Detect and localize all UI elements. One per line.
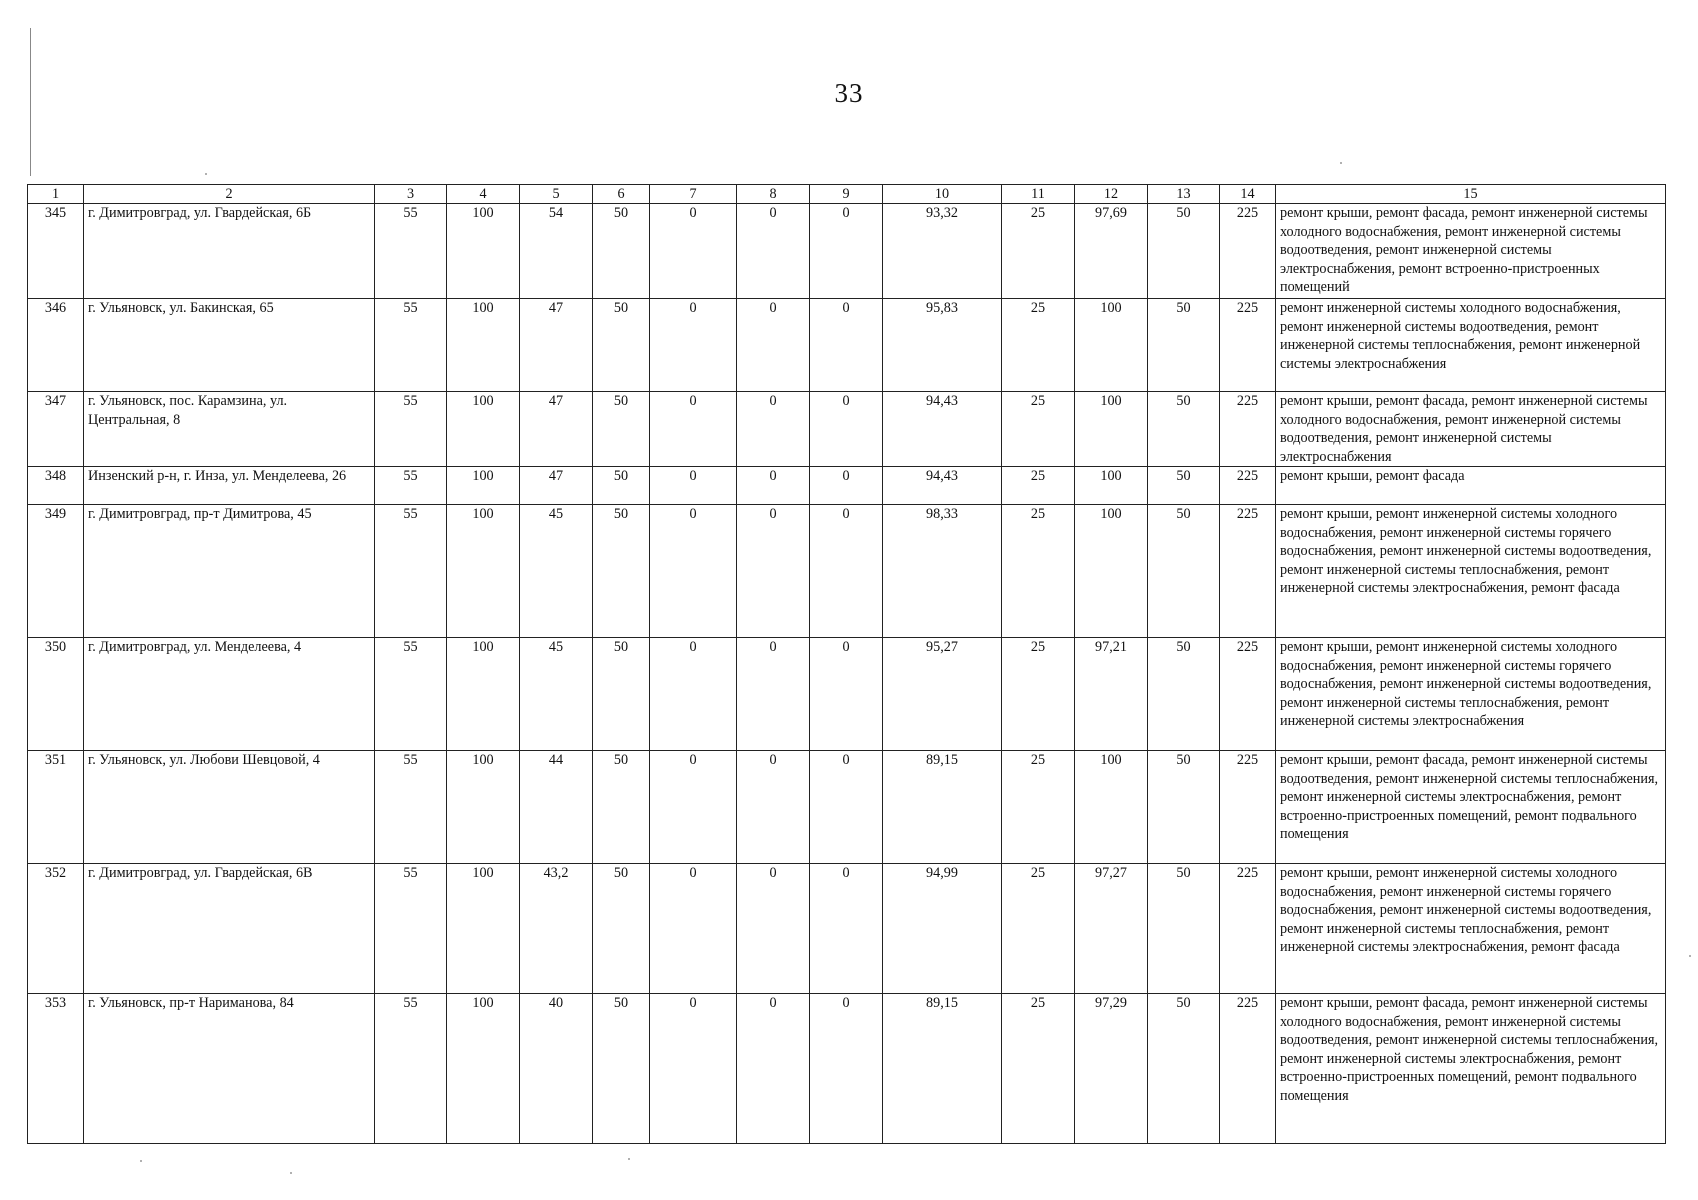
table-row [28,299,1666,392]
value-cell-col-11: 25 [1002,505,1075,638]
repair-registry-table [27,184,1666,1144]
value-cell-col-7: 0 [650,994,737,1144]
value-cell-col-5: 47 [520,392,593,467]
row-number: 345 [28,204,84,299]
value-cell-col-8: 0 [737,467,810,505]
scan-speck [290,1172,292,1174]
address-cell: г. Димитровград, ул. Гвардейская, 6В [84,864,375,994]
value-cell-col-12: 97,69 [1075,204,1148,299]
column-header-15: 15 [1276,185,1666,204]
scan-speck [1340,162,1342,164]
column-header-14: 14 [1220,185,1276,204]
value-cell-col-13: 50 [1148,467,1220,505]
value-cell-col-4: 100 [447,467,520,505]
value-cell-col-6: 50 [593,204,650,299]
value-cell-col-14: 225 [1220,994,1276,1144]
repair-works-cell: ремонт крыши, ремонт фасада, ремонт инженерной системы холодного водоснабжения, ремонт инженерной системы водоотведения, ремонт инженерной системы электроснабжения [1276,392,1666,467]
value-cell-col-12: 100 [1075,751,1148,864]
address-cell: г. Ульяновск, ул. Любови Шевцовой, 4 [84,751,375,864]
scan-speck [205,173,207,175]
row-number: 353 [28,994,84,1144]
value-cell-col-5: 47 [520,299,593,392]
table-row [28,467,1666,505]
repair-works-cell: ремонт крыши, ремонт инженерной системы холодного водоснабжения, ремонт инженерной системы горячего водоснабжения, ремонт инженерной системы водоотведения, ремонт инженерной системы теплоснабжения, ремонт инженерной системы электроснабжения [1276,638,1666,751]
value-cell-col-3: 55 [375,467,447,505]
value-cell-col-12: 97,21 [1075,638,1148,751]
column-header-8: 8 [737,185,810,204]
scan-speck [140,1160,142,1162]
value-cell-col-13: 50 [1148,638,1220,751]
value-cell-col-12: 97,29 [1075,994,1148,1144]
value-cell-col-11: 25 [1002,751,1075,864]
value-cell-col-14: 225 [1220,392,1276,467]
table-row [28,638,1666,751]
value-cell-col-14: 225 [1220,204,1276,299]
value-cell-col-6: 50 [593,994,650,1144]
repair-works-cell: ремонт крыши, ремонт инженерной системы холодного водоснабжения, ремонт инженерной системы горячего водоснабжения, ремонт инженерной системы водоотведения, ремонт инженерной системы теплоснабжения, ремонт инженерной системы электроснабжения, ремонт фасада [1276,864,1666,994]
value-cell-col-8: 0 [737,505,810,638]
value-cell-col-13: 50 [1148,994,1220,1144]
column-header-12: 12 [1075,185,1148,204]
row-number: 349 [28,505,84,638]
address-cell: г. Ульяновск, ул. Бакинская, 65 [84,299,375,392]
repair-works-cell: ремонт крыши, ремонт фасада, ремонт инженерной системы холодного водоснабжения, ремонт инженерной системы водоотведения, ремонт инженерной системы электроснабжения, ремонт встроенно-пристроенных помещений [1276,204,1666,299]
address-cell: г. Димитровград, ул. Гвардейская, 6Б [84,204,375,299]
value-cell-col-13: 50 [1148,392,1220,467]
row-number: 348 [28,467,84,505]
value-cell-col-7: 0 [650,392,737,467]
value-cell-col-5: 54 [520,204,593,299]
value-cell-col-9: 0 [810,994,883,1144]
value-cell-col-5: 47 [520,467,593,505]
table-row [28,392,1666,467]
row-number: 351 [28,751,84,864]
value-cell-col-10: 94,43 [883,467,1002,505]
value-cell-col-11: 25 [1002,467,1075,505]
value-cell-col-7: 0 [650,505,737,638]
value-cell-col-4: 100 [447,751,520,864]
address-cell: г. Ульяновск, пр-т Нариманова, 84 [84,994,375,1144]
repair-works-cell: ремонт крыши, ремонт фасада, ремонт инженерной системы холодного водоснабжения, ремонт инженерной системы водоотведения, ремонт инженерной системы теплоснабжения, ремонт инженерной системы электроснабжения, ремонт встроенно-пристроенных помещений, ремонт подвального помещения [1276,994,1666,1144]
value-cell-col-5: 44 [520,751,593,864]
table-header [28,185,1666,204]
table-row [28,994,1666,1144]
value-cell-col-9: 0 [810,392,883,467]
row-number: 352 [28,864,84,994]
scan-speck [628,1158,630,1160]
page-number: 33 [834,78,864,108]
value-cell-col-5: 43,2 [520,864,593,994]
value-cell-col-7: 0 [650,299,737,392]
value-cell-col-14: 225 [1220,505,1276,638]
value-cell-col-3: 55 [375,392,447,467]
repair-works-cell: ремонт крыши, ремонт инженерной системы холодного водоснабжения, ремонт инженерной системы горячего водоснабжения, ремонт инженерной системы водоотведения, ремонт инженерной системы теплоснабжения, ремонт инженерной системы электроснабжения, ремонт фасада [1276,505,1666,638]
value-cell-col-14: 225 [1220,467,1276,505]
value-cell-col-11: 25 [1002,392,1075,467]
value-cell-col-7: 0 [650,638,737,751]
value-cell-col-10: 95,27 [883,638,1002,751]
repair-works-cell: ремонт крыши, ремонт фасада, ремонт инженерной системы водоотведения, ремонт инженерной системы теплоснабжения, ремонт инженерной системы электроснабжения, ремонт встроенно-пристроенных помещений, ремонт подвального помещения [1276,751,1666,864]
value-cell-col-12: 100 [1075,299,1148,392]
value-cell-col-12: 100 [1075,467,1148,505]
scan-speck [1689,955,1691,957]
value-cell-col-12: 97,27 [1075,864,1148,994]
value-cell-col-7: 0 [650,751,737,864]
value-cell-col-3: 55 [375,299,447,392]
value-cell-col-3: 55 [375,751,447,864]
value-cell-col-11: 25 [1002,994,1075,1144]
column-header-4: 4 [447,185,520,204]
repair-works-cell: ремонт инженерной системы холодного водоснабжения, ремонт инженерной системы водоотведения, ремонт инженерной системы теплоснабжения, ремонт инженерной системы электроснабжения [1276,299,1666,392]
value-cell-col-10: 89,15 [883,994,1002,1144]
value-cell-col-6: 50 [593,751,650,864]
value-cell-col-8: 0 [737,751,810,864]
value-cell-col-4: 100 [447,994,520,1144]
value-cell-col-9: 0 [810,204,883,299]
table-row [28,204,1666,299]
value-cell-col-9: 0 [810,299,883,392]
value-cell-col-8: 0 [737,864,810,994]
value-cell-col-5: 45 [520,638,593,751]
repair-works-cell: ремонт крыши, ремонт фасада [1276,467,1666,505]
value-cell-col-9: 0 [810,864,883,994]
value-cell-col-11: 25 [1002,864,1075,994]
value-cell-col-3: 55 [375,638,447,751]
value-cell-col-8: 0 [737,638,810,751]
header-row [28,185,1666,204]
value-cell-col-14: 225 [1220,864,1276,994]
value-cell-col-3: 55 [375,994,447,1144]
column-header-11: 11 [1002,185,1075,204]
value-cell-col-4: 100 [447,638,520,751]
address-cell: г. Димитровград, ул. Менделеева, 4 [84,638,375,751]
value-cell-col-11: 25 [1002,299,1075,392]
address-cell: Инзенский р-н, г. Инза, ул. Менделеева, 26 [84,467,375,505]
value-cell-col-10: 94,99 [883,864,1002,994]
table-body [28,204,1666,1144]
row-number: 350 [28,638,84,751]
value-cell-col-6: 50 [593,505,650,638]
value-cell-col-6: 50 [593,864,650,994]
column-header-1: 1 [28,185,84,204]
value-cell-col-10: 93,32 [883,204,1002,299]
value-cell-col-3: 55 [375,204,447,299]
value-cell-col-13: 50 [1148,299,1220,392]
value-cell-col-9: 0 [810,467,883,505]
table-row [28,864,1666,994]
value-cell-col-12: 100 [1075,392,1148,467]
value-cell-col-6: 50 [593,392,650,467]
value-cell-col-7: 0 [650,467,737,505]
value-cell-col-10: 89,15 [883,751,1002,864]
value-cell-col-5: 45 [520,505,593,638]
value-cell-col-3: 55 [375,864,447,994]
address-cell: г. Ульяновск, пос. Карамзина, ул. Центральная, 8 [84,392,375,467]
value-cell-col-4: 100 [447,505,520,638]
value-cell-col-11: 25 [1002,204,1075,299]
column-header-9: 9 [810,185,883,204]
value-cell-col-12: 100 [1075,505,1148,638]
column-header-13: 13 [1148,185,1220,204]
value-cell-col-10: 94,43 [883,392,1002,467]
value-cell-col-5: 40 [520,994,593,1144]
value-cell-col-4: 100 [447,204,520,299]
value-cell-col-13: 50 [1148,751,1220,864]
address-cell: г. Димитровград, пр-т Димитрова, 45 [84,505,375,638]
table-row [28,751,1666,864]
value-cell-col-6: 50 [593,467,650,505]
value-cell-col-6: 50 [593,638,650,751]
value-cell-col-8: 0 [737,299,810,392]
value-cell-col-13: 50 [1148,864,1220,994]
column-header-10: 10 [883,185,1002,204]
value-cell-col-11: 25 [1002,638,1075,751]
row-number: 346 [28,299,84,392]
value-cell-col-9: 0 [810,638,883,751]
value-cell-col-3: 55 [375,505,447,638]
column-header-7: 7 [650,185,737,204]
column-header-3: 3 [375,185,447,204]
value-cell-col-4: 100 [447,299,520,392]
value-cell-col-9: 0 [810,751,883,864]
value-cell-col-13: 50 [1148,505,1220,638]
table-row [28,505,1666,638]
column-header-6: 6 [593,185,650,204]
value-cell-col-6: 50 [593,299,650,392]
value-cell-col-10: 95,83 [883,299,1002,392]
value-cell-col-9: 0 [810,505,883,638]
column-header-5: 5 [520,185,593,204]
value-cell-col-4: 100 [447,392,520,467]
row-number: 347 [28,392,84,467]
value-cell-col-14: 225 [1220,751,1276,864]
value-cell-col-10: 98,33 [883,505,1002,638]
value-cell-col-13: 50 [1148,204,1220,299]
column-header-2: 2 [84,185,375,204]
value-cell-col-7: 0 [650,204,737,299]
value-cell-col-4: 100 [447,864,520,994]
value-cell-col-7: 0 [650,864,737,994]
value-cell-col-14: 225 [1220,638,1276,751]
value-cell-col-8: 0 [737,392,810,467]
value-cell-col-8: 0 [737,204,810,299]
value-cell-col-8: 0 [737,994,810,1144]
value-cell-col-14: 225 [1220,299,1276,392]
